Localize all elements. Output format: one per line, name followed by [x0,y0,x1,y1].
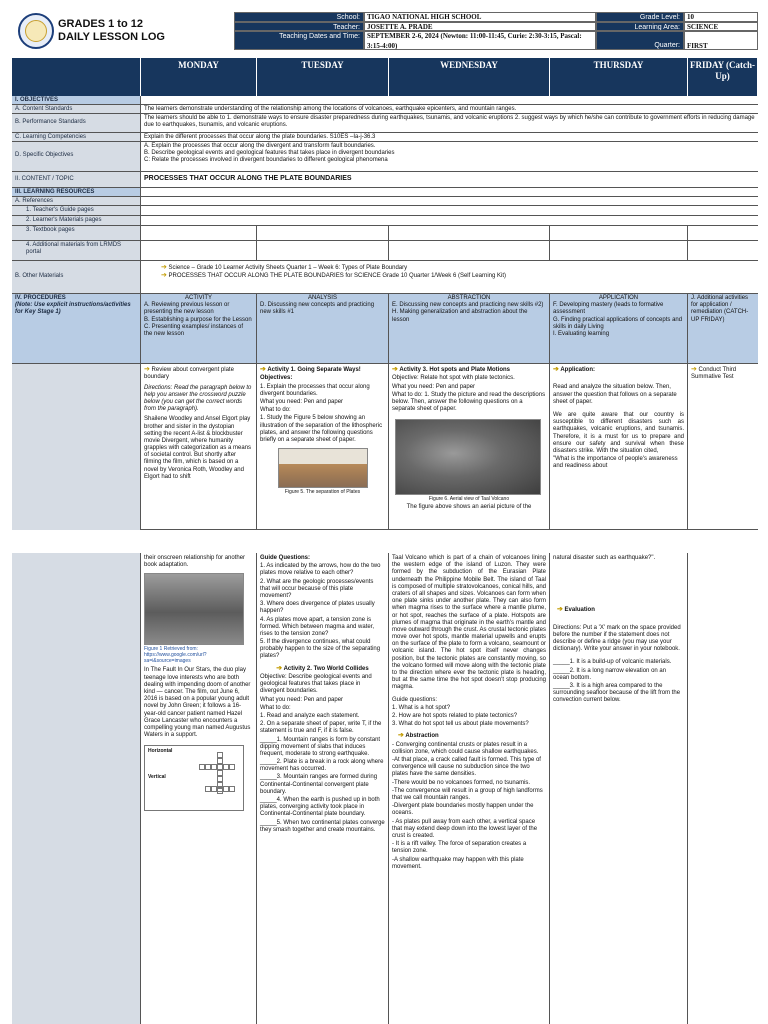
thursday-body-2 [550,553,688,1024]
mon-paragraph-1: Shailene Woodley and Ansel Elgort play brother and sister in the dystopian setting the recent A-list & blockbuster movie Divergent, where humanity grapples with categorization as a means of societal control. But shortly after filming the film, which is based on a novel by Veronica Roth, Woodley and Elgort had to shift [144,416,252,480]
wed-guide-label: Guide questions: [392,696,438,703]
content-label: II. CONTENT / TOPIC [12,172,141,187]
day-thursday: THURSDAY [550,58,688,96]
log-title [58,18,165,44]
pin-icon: ➔ [144,366,150,373]
monday-body-2 [141,553,257,1024]
performance-standards: The learners should be able to 1. demonstrate ways to ensure disaster preparedness during earthquakes, tsunamis, and volcanic eruptions 2. suggest ways by which he/she can contribute to government efforts in reducing damage due to earthquakes, tsunamis, and volcanic eruptions. [141,114,758,132]
wed-q3: 3. What do hot spot tell us about plate movements? [392,721,529,728]
tue-todo-2: What to do: [260,704,291,711]
thu-question-end: natural disaster such as earthquake?". [553,555,656,561]
proc-head-wednesday [389,294,550,363]
puzzle-horizontal-label: Horizontal [148,748,173,755]
tue-guide-questions-label: Guide Questions: [260,555,311,561]
competencies: Explain the different processes that occur along the plate boundaries. S10ES –Ia-j-36.3 [141,133,758,141]
plate-separation-figure [278,448,368,488]
tue-q5: 5. If the divergence continues, what could probably happen to the size of the separating plates? [260,639,381,660]
lesson-log-page-2 [12,553,758,1024]
content-topic: PROCESSES THAT OCCUR ALONG THE PLATE BOUNDARIES [141,172,758,187]
tg-label: 1. Teacher's Guide pages [12,206,141,215]
title-line2: DAILY LESSON LOG [58,31,165,43]
resources-label: III. LEARNING RESOURCES [12,188,141,196]
specific-b: B. Describe geological events and geological features that takes place in divergent boundaries [144,150,395,157]
analysis-title: ANALYSIS [308,295,337,301]
tue-activity2-title: Activity 2. Two World Collides [283,665,369,672]
wed-abs-8: -A shallow earthquake may happen with this plate movement. [392,856,524,870]
tue-q2: 2. What are the geologic processes/events that will occur because of this plate movement? [260,578,374,599]
wed-figure-caption: Figure 6. Aerial view of Taal Volcano [428,496,510,503]
thu-question: "What is the importance of people's awareness and readiness about [553,456,678,470]
proc-a: A. Reviewing previous lesson or presenting the new lesson [144,302,230,316]
wed-abstraction-title: Abstraction [405,733,439,740]
header [12,10,758,58]
tue-item-1: _____1. Mountain ranges is form by constant dipping movement of slabs that induces frequent, moderate to strong earthquake. [260,736,381,757]
area-label: Learning Area: [596,22,684,32]
proc-f: F. Developing mastery (leads to formative assessment [553,302,664,316]
application-title: APPLICATION [598,295,639,301]
mon-review: Review about convergent plate boundary [144,367,234,381]
area-value: SCIENCE [684,22,758,32]
monday-body-1 [141,364,257,530]
tue-item-4: _____4. When the earth is pushed up in both plates, converging activity took place in Continental-Continental plate boundary. [260,797,380,818]
thu-eval-1: _____1. It is a build-up of volcanic materials. [553,659,672,666]
taal-volcano-aerial-figure [395,419,541,495]
pin-icon: ➔ [276,664,283,672]
wed-abs-3: -There would be no volcanoes formed, no tsunamis. [392,779,531,786]
wed-q1: 1. What is a hot spot? [392,704,451,711]
wed-q2: 2. How are hot spots related to plate tectonics? [392,712,518,719]
grade-value: 10 [684,12,758,22]
quarter-value: FIRST [684,31,758,50]
mon-directions: Directions: Read the paragraph below to help you answer the crossword puzzle below (you can get the correct words from the paragraph). [144,384,252,413]
tue-todo: What to do: [260,407,291,414]
wed-abs-7: - It is a rift valley. The force of separation creates a tension zone. [392,841,527,855]
other-material-1: Science – Grade 10 Learner Activity Sheets Quarter 1 – Week 6: Types of Plate Boundary [168,265,408,271]
thursday-body-1 [550,364,688,530]
fri-conduct: Conduct Third Summative Test [691,367,737,381]
wednesday-body-2 [389,553,550,1024]
day-friday: FRIDAY (Catch-Up) [688,58,758,96]
day-tuesday: TUESDAY [257,58,389,96]
deped-seal-icon [18,13,54,49]
proc-h: H. Making generalization and abstraction about the lesson [392,309,528,323]
objectives-label: I. OBJECTIVES [12,96,141,104]
activity-title: ACTIVITY [184,295,212,301]
tue-objective-2: Objective: Describe geological events and geological features that takes place in divergent boundaries. [260,674,372,695]
pin-icon: ➔ [260,366,266,373]
specific-objectives [141,142,758,171]
wed-caption: The figure above shows an aerial picture of the [406,504,532,511]
friday-body-2 [688,553,758,1024]
tue-todo-1: 1. Study the Figure 5 below showing an illustration of the separation of the lithospheric plates, and answer the following questions briefly on a separate sheet of paper. [260,415,383,443]
dates-label: Teaching Dates and Time: [234,31,364,50]
other-label: B. Other Materials [12,261,141,293]
tuesday-body-1 [257,364,389,530]
additional-label: 4. Additional materials from LRMDS portal [12,241,141,260]
tue-step-2: 2. On a separate sheet of paper, write T, if the statement is true and F, if it is false. [260,721,382,735]
pin-icon: ➔ [398,732,404,740]
proc-d: D. Discussing new concepts and practicing new skills #1 [260,302,375,316]
header-info-grid [234,12,758,50]
abstraction-title: ABSTRACTION [447,295,491,301]
friday-body-1 [688,364,758,530]
content-standards-label: A. Content Standards [12,105,141,113]
dates-value: SEPTEMBER 2-6, 2024 (Newton: 11:00-11:45, Curie: 2:30-3:15, Pascal: 3:15-4:00) [364,31,596,50]
proc-head-monday [141,294,257,363]
performance-label: B. Performance Standards [12,114,141,132]
tue-need-2: What you need: Pen and paper [260,696,344,703]
proc-i: I. Evaluating learning [553,330,610,337]
wed-abs-6: - As plates pull away from each other, a vertical space that may extend deep down into the lowest layer of the crust is created. [392,818,538,839]
pin-icon: ➔ [557,606,563,614]
tuesday-body-2 [257,553,389,1024]
proc-g: G. Finding practical applications of concepts and skills in daily Living [553,316,683,330]
proc-c: C. Presenting examples/ instances of the new lesson [144,323,244,337]
proc-head-friday: J. Additional activities for application / remediation (CATCH-UP FRIDAY) [688,294,758,363]
bullet-icon: ➔ [161,264,167,271]
tue-item-5: _____5. When two continental plates converge they smash together and create mountains. [260,819,385,833]
proc-head-tuesday [257,294,389,363]
competencies-label: C. Learning Competencies [12,133,141,141]
other-material-2: PROCESSES THAT OCCUR ALONG THE PLATE BOUNDARIES for SCIENCE Grade 10 Quarter 1/Week 6 (Self Learning Kit) [168,273,506,280]
title-line1: GRADES 1 to 12 [58,18,143,30]
wed-todo: What to do: 1. Study the picture and read the descriptions below. Then, answer the following questions on a separate sheet of paper. [392,391,546,413]
wed-need: What you need: Pen and paper [392,383,476,390]
proc-e: E. Discussing new concepts and practicing new skills #2) [392,302,544,309]
wed-abs-5: -Divergent plate boundaries mostly happen under the oceans. [392,803,534,817]
mon-paragraph-3: In The Fault In Our Stars, the duo play teenage love interests who are both dealing with impending doom of another kind — cancer. The film, out June 6, 2016 is based on a popular young adult novel by John Green; it follows a 16-year-old cancer patient named Hazel Grace Lancaster who encounters a compelling young man named Augustus Waters in a support. [144,667,251,739]
textbook-label: 3. Textbook pages [12,226,141,240]
crossword-puzzle [144,745,244,811]
tue-q1: 1. As indicated by the arrows, how do the two plates move relative to each other? [260,563,381,577]
school-value: TIGAO NATIONAL HIGH SCHOOL [364,12,596,22]
references-label: A. References [12,197,141,205]
tue-objective-1: 1. Explain the processes that occur along divergent boundaries. [260,383,370,397]
tue-step-1: 1. Read and analyze each statement. [260,712,360,719]
thu-eval-3: _____3. It is a high area compared to the surrounding seafloor because of the lift from the convection current below. [553,682,681,704]
pin-icon: ➔ [691,366,697,373]
wed-abs-1: - Converging continental crusts or plates result in a collision zone, which could cause shallow earthquakes. [392,741,539,755]
day-monday: MONDAY [141,58,257,96]
tue-activity1-title: Activity 1. Going Separate Ways! [267,367,361,373]
wed-abs-4: -The convergence will result in a group of high landforms that we call mountain ranges. [392,787,543,802]
pin-icon: ➔ [392,366,398,373]
wed-activity3-title: Activity 3. Hot spots and Plate Motions [399,367,511,373]
tue-need: What you need: Pen and paper [260,398,344,405]
thu-instruction: Read and analyze the situation below. Then, answer the question that follows on a separate sheet of paper. [553,384,677,405]
bullet-icon: ➔ [161,272,167,280]
puzzle-vertical-label: Vertical [148,774,166,781]
quarter-label: Quarter: [596,31,684,50]
thu-application-label: Application: [560,367,595,373]
day-wednesday: WEDNESDAY [389,58,550,96]
tue-item-3: _____3. Mountain ranges are formed during Continental-Continental convergent plate boundary. [260,774,378,795]
grade-label: Grade Level: [596,12,684,22]
tue-q3: 3. Where does divergence of plates usually happen? [260,601,375,615]
tue-figure-caption: Figure 5. The separation of Plates [284,489,361,496]
wed-objective: Objective: Relate hot spot with plate tectonics. [392,375,515,382]
movie-still-image [144,573,244,645]
thu-evaluation-label: Evaluation [564,607,595,614]
proc-head-thursday [550,294,688,363]
wed-paragraph: Taal Volcano which is part of a chain of volcanoes lining the western edge of the island of Luzon. They were formed by the subduction of the Eurasian Plate underneath the Philippine Mobile Belt. The island of Taal is composed of multiple stratovolcanoes, conical hills, and craters of all shapes and sizes. Volcanoes can form when one plate sinks under another plate. They can also form when magma rises to the surface where a mantle plume, or hot spot, reaches the surface of a plate. Hotspots are plumes of magma that originate in the earth's mantle and move outward through the crust. As crustal tectonic plates move over hot spots, mantle material upwells and erupts on the surface of the plate to form a volcano, seamount or volcanic island. The hot spot itself never changes position, but the tectonic plates are constantly moving, so the volcano formed will move along with the tectonic plate to the direction where ever the tectonic plate is heading, but at the same time the hot spot doesn't stop producing magma. [392,555,546,691]
content-standards: The learners demonstrate understanding of the relationship among the locations of volcanoes, earthquake epicenters, and mountain ranges. [141,105,758,113]
specific-a: A. Explain the processes that occur along the divergent and transform fault boundaries. [144,143,376,149]
procedures-label: IV. PROCEDURES [15,295,66,301]
thu-directions: Directions: Put a 'X' mark on the space provided before the number if the statement does not describe or define a ridge (you may use your dictionary). Write your answer in your notebook. [553,624,681,653]
tue-objectives-label: Objectives: [260,375,293,382]
tue-q4: 4. As plates move apart, a tension zone is formed. Which between magma and water, rises to the tension zone? [260,616,375,637]
specific-c: C: Relate the processes involved in divergent boundaries to different geological phenomena [144,157,388,164]
procedures-note: (Note: Use explicit instructions/activities for Key Stage 1) [15,302,131,316]
teacher-label: Teacher: [234,22,364,32]
wed-abs-2: -At that place, a crack called fault is formed. This type of convergence will cause no subduction since the two plates have the same densities. [392,757,541,778]
procedures-header [12,294,141,363]
proc-b: B. Establishing a purpose for the Lesson [144,316,252,323]
tue-item-2: _____2. Plate is a break in a rock along where movement has occurred. [260,759,384,773]
pin-icon: ➔ [553,366,559,373]
thu-eval-2: _____2. It is a long narrow elevation on an ocean bottom. [553,667,667,681]
mon-figure-caption: Figure 1 Retrieved from: https://www.google.com/url?sa=i&source=images [144,646,207,665]
lesson-log-page-1 [12,10,758,530]
teacher-value: JOSETTE A. PRADE [364,22,596,32]
thu-situation: We are quite aware that our country is susceptible to different disasters such as earthquakes, volcanic eruptions, and tsunamis. Therefore, it is a must for us to prepare and ensure our safety and survival when these disasters strike. With the situation cited, [553,411,684,454]
lm-label: 2. Learner's Materials pages [12,216,141,225]
other-materials [141,261,758,293]
wednesday-body-1 [389,364,550,530]
mon-paragraph-2: their onscreen relationship for another book adaptation. [144,555,246,569]
specific-label: D. Specific Objectives [12,142,141,171]
day-header-row [12,58,758,96]
school-label: School: [234,12,364,22]
